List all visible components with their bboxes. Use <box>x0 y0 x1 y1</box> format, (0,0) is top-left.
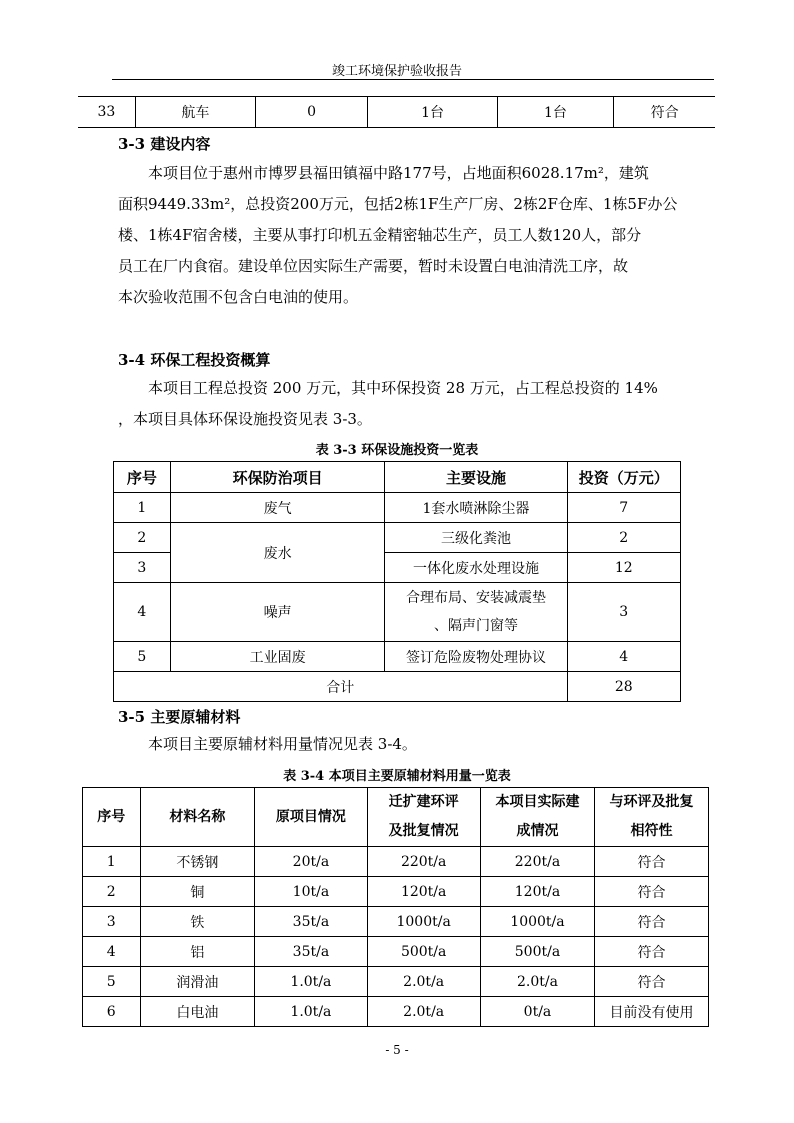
cell-cost: 4 <box>567 642 681 672</box>
cell-facility <box>385 583 567 642</box>
cell-actual: 1000t/a <box>480 907 594 937</box>
cell-material: 白电油 <box>140 997 255 1027</box>
cell-original: 1.0t/a <box>255 997 367 1027</box>
cell-no: 1 <box>83 847 141 877</box>
header-cell <box>595 788 709 847</box>
cell-no: 3 <box>114 553 171 583</box>
header-text: 及批复情况 <box>388 823 459 839</box>
table-3-4 <box>82 787 709 1027</box>
cell-original: 35t/a <box>255 937 367 967</box>
table-3-3-caption: 表 3-3 环保设施投资一览表 <box>315 443 479 458</box>
cell-no: 5 <box>114 642 171 672</box>
table-row <box>114 642 681 672</box>
table-header-row <box>83 788 709 847</box>
section-3-4-body <box>118 373 678 435</box>
cell-original: 1.0t/a <box>255 967 367 997</box>
section-3-4-title: 3-4 环保工程投资概算 <box>118 351 271 369</box>
header-text: 与环评及批复 <box>609 794 694 810</box>
cell-no: 2 <box>83 877 141 907</box>
paragraph-line: ，本项目具体环保设施投资见表 3-3。 <box>118 410 372 428</box>
cell-original: 35t/a <box>255 907 367 937</box>
header-cell <box>480 788 594 847</box>
cell-approved: 1台 <box>368 97 497 128</box>
facility-line: 、隔声门窗等 <box>433 618 518 634</box>
table-row <box>83 967 709 997</box>
cell-facility: 签订危险废物处理协议 <box>385 642 567 672</box>
cell-no: 1 <box>114 493 171 523</box>
header-cell <box>367 788 480 847</box>
total-label: 合计 <box>114 672 568 702</box>
cell-material: 不锈钢 <box>140 847 255 877</box>
header-text: 材料名称 <box>169 808 226 825</box>
cell-actual: 500t/a <box>480 937 594 967</box>
cell-no: 4 <box>83 937 141 967</box>
table-row <box>83 937 709 967</box>
header-text: 本项目实际建 <box>495 794 580 810</box>
table-total-row <box>114 672 681 702</box>
paragraph-line: 本项目位于惠州市博罗县福田镇福中路177号，占地面积6028.17m²，建筑 <box>148 164 649 182</box>
page-number: - 5 - <box>385 1043 409 1057</box>
header-text: 相符性 <box>630 823 673 839</box>
page-header-title: 竣工环境保护验收报告 <box>331 64 462 79</box>
section-3-3-body <box>118 158 678 313</box>
cell-material: 铜 <box>140 877 255 907</box>
table-row <box>83 877 709 907</box>
cell-compliance: 符合 <box>595 877 709 907</box>
cell-no: 4 <box>114 583 171 642</box>
header-cell <box>83 788 141 847</box>
paragraph-line: 本项目工程总投资 200 万元，其中环保投资 28 万元，占工程总投资的 14% <box>148 379 658 397</box>
cell-actual: 120t/a <box>480 877 594 907</box>
cell-item: 废气 <box>170 493 385 523</box>
section-3-5-title: 3-5 主要原辅材料 <box>118 708 241 726</box>
section-3-5-body <box>118 729 678 760</box>
paragraph-line: 楼、1栋4F宿舍楼，主要从事打印机五金精密轴芯生产，员工人数120人，部分 <box>118 226 642 244</box>
cell-approved: 1000t/a <box>367 907 480 937</box>
table-row <box>78 97 715 128</box>
cell-status: 符合 <box>614 97 715 128</box>
cell-approved: 2.0t/a <box>367 967 480 997</box>
cell-cost: 12 <box>567 553 681 583</box>
table-row <box>114 523 681 553</box>
cell-approved: 500t/a <box>367 937 480 967</box>
cell-cost: 3 <box>567 583 681 642</box>
cell-actual: 2.0t/a <box>480 967 594 997</box>
cell-material: 铁 <box>140 907 255 937</box>
cell-facility: 三级化粪池 <box>385 523 567 553</box>
cell-compliance: 符合 <box>595 847 709 877</box>
cell-name: 航车 <box>135 97 255 128</box>
cell-no: 6 <box>83 997 141 1027</box>
table-row <box>114 493 681 523</box>
header-text: 迁扩建环评 <box>388 794 459 810</box>
cell-compliance: 符合 <box>595 907 709 937</box>
cell-facility: 一体化废水处理设施 <box>385 553 567 583</box>
table-3-3 <box>113 461 681 702</box>
cell-approved: 220t/a <box>367 847 480 877</box>
cell-original: 20t/a <box>255 847 367 877</box>
cell-no: 33 <box>78 97 135 128</box>
facility-line: 合理布局、安装减震垫 <box>405 590 546 606</box>
cell-approved: 120t/a <box>367 877 480 907</box>
table-row <box>83 847 709 877</box>
cell-item: 噪声 <box>170 583 385 642</box>
cell-cost: 7 <box>567 493 681 523</box>
cell-approved: 2.0t/a <box>367 997 480 1027</box>
total-value: 28 <box>567 672 681 702</box>
cell-original: 0 <box>255 97 367 128</box>
header-text: 成情况 <box>516 823 559 839</box>
table-row <box>83 997 709 1027</box>
cell-compliance: 目前没有使用 <box>595 997 709 1027</box>
header-cell: 环保防治项目 <box>170 462 385 493</box>
cell-compliance: 符合 <box>595 967 709 997</box>
table-row <box>83 907 709 937</box>
paragraph-line: 本项目主要原辅材料用量情况见表 3-4。 <box>148 735 417 753</box>
cell-item: 废水 <box>170 523 385 583</box>
header-cell: 主要设施 <box>385 462 567 493</box>
cell-actual: 220t/a <box>480 847 594 877</box>
table-row <box>114 583 681 642</box>
cell-no: 2 <box>114 523 171 553</box>
cell-no: 5 <box>83 967 141 997</box>
cell-compliance: 符合 <box>595 937 709 967</box>
cell-original: 10t/a <box>255 877 367 907</box>
cell-no: 3 <box>83 907 141 937</box>
header-text: 原项目情况 <box>275 808 346 825</box>
cell-cost: 2 <box>567 523 681 553</box>
paragraph-line: 本次验收范围不包含白电油的使用。 <box>118 288 359 306</box>
cell-actual: 0t/a <box>480 997 594 1027</box>
header-cell: 投资（万元） <box>567 462 681 493</box>
section-3-3-title: 3-3 建设内容 <box>118 135 211 153</box>
paragraph-line: 员工在厂内食宿。建设单位因实际生产需要，暂时未设置白电油清洗工序，故 <box>118 257 629 275</box>
table-header-row <box>114 462 681 493</box>
header-cell <box>140 788 255 847</box>
cell-material: 润滑油 <box>140 967 255 997</box>
paragraph-line: 面积9449.33m²，总投资200万元，包括2栋1F生产厂房、2栋2F仓库、1栋5F办公 <box>118 195 678 213</box>
continued-table <box>78 96 715 128</box>
cell-item: 工业固废 <box>170 642 385 672</box>
header-cell: 序号 <box>114 462 171 493</box>
header-cell <box>255 788 367 847</box>
table-3-4-caption: 表 3-4 本项目主要原辅材料用量一览表 <box>283 769 511 784</box>
header-text: 序号 <box>97 808 126 825</box>
header-divider <box>112 79 714 80</box>
cell-facility: 1套水喷淋除尘器 <box>385 493 567 523</box>
cell-material: 铝 <box>140 937 255 967</box>
cell-actual: 1台 <box>497 97 613 128</box>
